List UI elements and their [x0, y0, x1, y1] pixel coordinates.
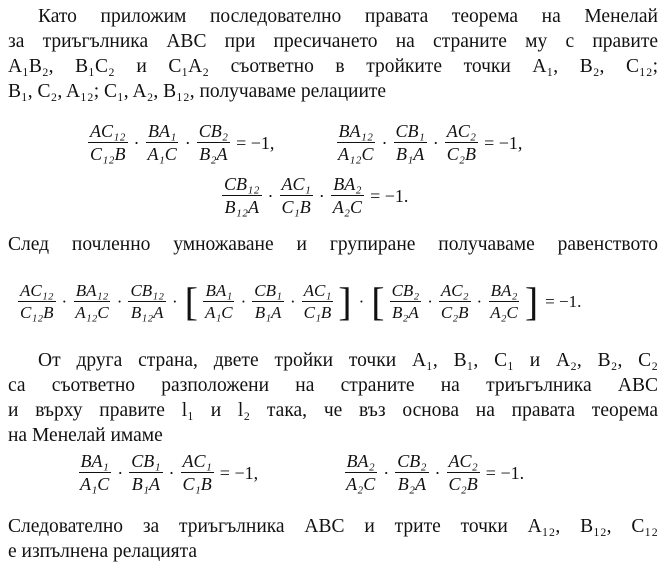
text-line: Като приложим последователно правата теорема на Менелай [38, 6, 658, 27]
fraction: $\frac{\text{BA₁}}{\text{A₁C}}$ [204, 281, 233, 322]
text-line: От друга страна, двете тройки точки A₁, B₁, C₁ и A₂, B₂, C₂ [38, 350, 658, 371]
fraction: $\frac{\text{CB₂}}{\text{B₂A}}$ [391, 281, 420, 322]
fraction: $\frac{\text{AC₁}}{\text{C₁B}}$ [303, 281, 332, 322]
text-line: е изпълнена релацията [8, 541, 198, 562]
fraction: $\frac{\text{CB₁}}{\text{B₁A}}$ [131, 451, 161, 494]
fraction: $\frac{\text{AC₂}}{\text{C₂B}}$ [448, 451, 478, 494]
text-line: на Менелай имаме [8, 425, 163, 446]
equation-relation-5: $\frac{\text{BA₁}}{\text{A₁C}}$ · $\frac{\text{CB₁}}{\text{B₁A}}$ · $\frac{\text{AC₁}}{\text{C₁B}}$ = −1, [80, 451, 259, 494]
equation-rhs: = −1. [545, 292, 582, 311]
text-line: B₁, C₂, A₁₂; C₁, A₂, B₁₂, получаваме релациите [8, 81, 387, 102]
fraction: $\frac{\text{AC₁₂}}{\text{C₁₂B}}$ [90, 121, 126, 164]
paragraph-menelaus-intro [8, 4, 658, 104]
equation-relation-3: $\frac{\text{CB₁₂}}{\text{B₁₂A}}$ · $\frac{\text{AC₁}}{\text{C₁B}}$ · $\frac{\text{BA₂}}{\text{A₂C}}$ = −1. [224, 174, 409, 217]
fraction: $\frac{\text{BA₂}}{\text{A₂C}}$ [332, 174, 363, 217]
text-line: След почленно умножаване и групиране получаваме равенството [8, 234, 658, 255]
paragraph-multiplication [8, 232, 658, 257]
equation-rhs: = −1, [236, 132, 275, 153]
fraction: $\frac{\text{CB₂}}{\text{B₂A}}$ [198, 121, 229, 164]
equation-rhs: = −1. [370, 185, 409, 206]
equation-relation-2: $\frac{\text{BA₁₂}}{\text{A₁₂C}}$ · $\frac{\text{CB₁}}{\text{B₁A}}$ · $\frac{\text{AC₂}}{\text{C₂B}}$ = −1, [338, 121, 523, 164]
fraction: $\frac{\text{BA₁}}{\text{A₁C}}$ [80, 451, 110, 494]
fraction: $\frac{\text{BA₁₂}}{\text{A₁₂C}}$ [75, 281, 109, 322]
fraction: $\frac{\text{BA₁₂}}{\text{A₁₂C}}$ [338, 121, 374, 164]
equation-relation-1: $\frac{\text{AC₁₂}}{\text{C₁₂B}}$ · $\frac{\text{BA₁}}{\text{A₁C}}$ · $\frac{\text{CB₂}}{\text{B₂A}}$ = −1, [90, 121, 275, 164]
equation-rhs: = −1, [484, 132, 523, 153]
equation-rhs: = −1, [219, 462, 259, 483]
fraction: $\frac{\text{CB₁₂}}{\text{B₁₂A}}$ [130, 281, 164, 322]
right-bracket: ] [524, 278, 539, 324]
text-line: са съответно разположени на страните на триъгълника ABC [8, 375, 658, 396]
left-bracket: [ [184, 278, 198, 324]
fraction: $\frac{\text{CB₁}}{\text{B₁A}}$ [254, 281, 282, 322]
fraction: $\frac{\text{BA₂}}{\text{A₂C}}$ [490, 281, 518, 322]
paragraph-conclusion [8, 514, 658, 564]
left-bracket: [ [371, 278, 385, 324]
equation-rhs: = −1. [485, 462, 525, 483]
fraction: $\frac{\text{CB₂}}{\text{B₂A}}$ [397, 451, 427, 494]
fraction: $\frac{\text{AC₂}}{\text{C₂B}}$ [440, 281, 469, 322]
right-bracket: ] [338, 278, 352, 324]
fraction: $\frac{\text{CB₁}}{\text{B₁A}}$ [395, 121, 425, 164]
fraction: $\frac{\text{AC₂}}{\text{C₂B}}$ [446, 121, 477, 164]
text-line: A₁B₂, B₁C₂ и C₁A₂ съответно в тройките точки A₁, B₂, C₁₂; [8, 56, 658, 77]
fraction: $\frac{\text{AC₁}}{\text{C₁B}}$ [182, 451, 212, 494]
text-line: Следователно за триъгълника ABC и трите точки A₁₂, B₁₂, C₁₂ [8, 516, 658, 537]
fraction: $\frac{\text{AC₁}}{\text{C₁B}}$ [281, 174, 311, 217]
fraction: $\frac{\text{BA₁}}{\text{A₁C}}$ [147, 121, 177, 164]
fraction: $\frac{\text{BA₂}}{\text{A₂C}}$ [346, 451, 376, 494]
fraction: $\frac{\text{AC₁₂}}{\text{C₁₂B}}$ [20, 281, 54, 322]
text-line: и върху правите l₁ и l₂ така, че въз основа на правата теорема [8, 400, 658, 421]
fraction: $\frac{\text{CB₁₂}}{\text{B₁₂A}}$ [224, 174, 260, 217]
equation-product: $\frac{\text{AC₁₂}}{\text{C₁₂B}}$ · $\frac{\text{BA₁₂}}{\text{A₁₂C}}$ · $\frac{\text{CB₁₂}}{\text{B₁₂A}}$ · [ $\frac{\text{BA₁}}{\text{A₁C}}$ · $\frac{\text{CB₁}}{\text{B₁A}}$ · $\frac{\text{AC₁}}{\text{C₁B}}$ ] · [ $\frac{\text{CB₂}}{\text{B₂A}}$ · $\frac{\text{AC₂}}{\text{C₂B}}$ · $\frac{\text{BA₂}}{\text{A₂C}}$ ] = −1. [20, 278, 582, 324]
paragraph-other-side [8, 348, 658, 448]
equation-relation-6: $\frac{\text{BA₂}}{\text{A₂C}}$ · $\frac{\text{CB₂}}{\text{B₂A}}$ · $\frac{\text{AC₂}}{\text{C₂B}}$ = −1. [346, 451, 525, 494]
text-line: за триъгълника ABC при пресичането на страните му с правите [8, 31, 658, 52]
